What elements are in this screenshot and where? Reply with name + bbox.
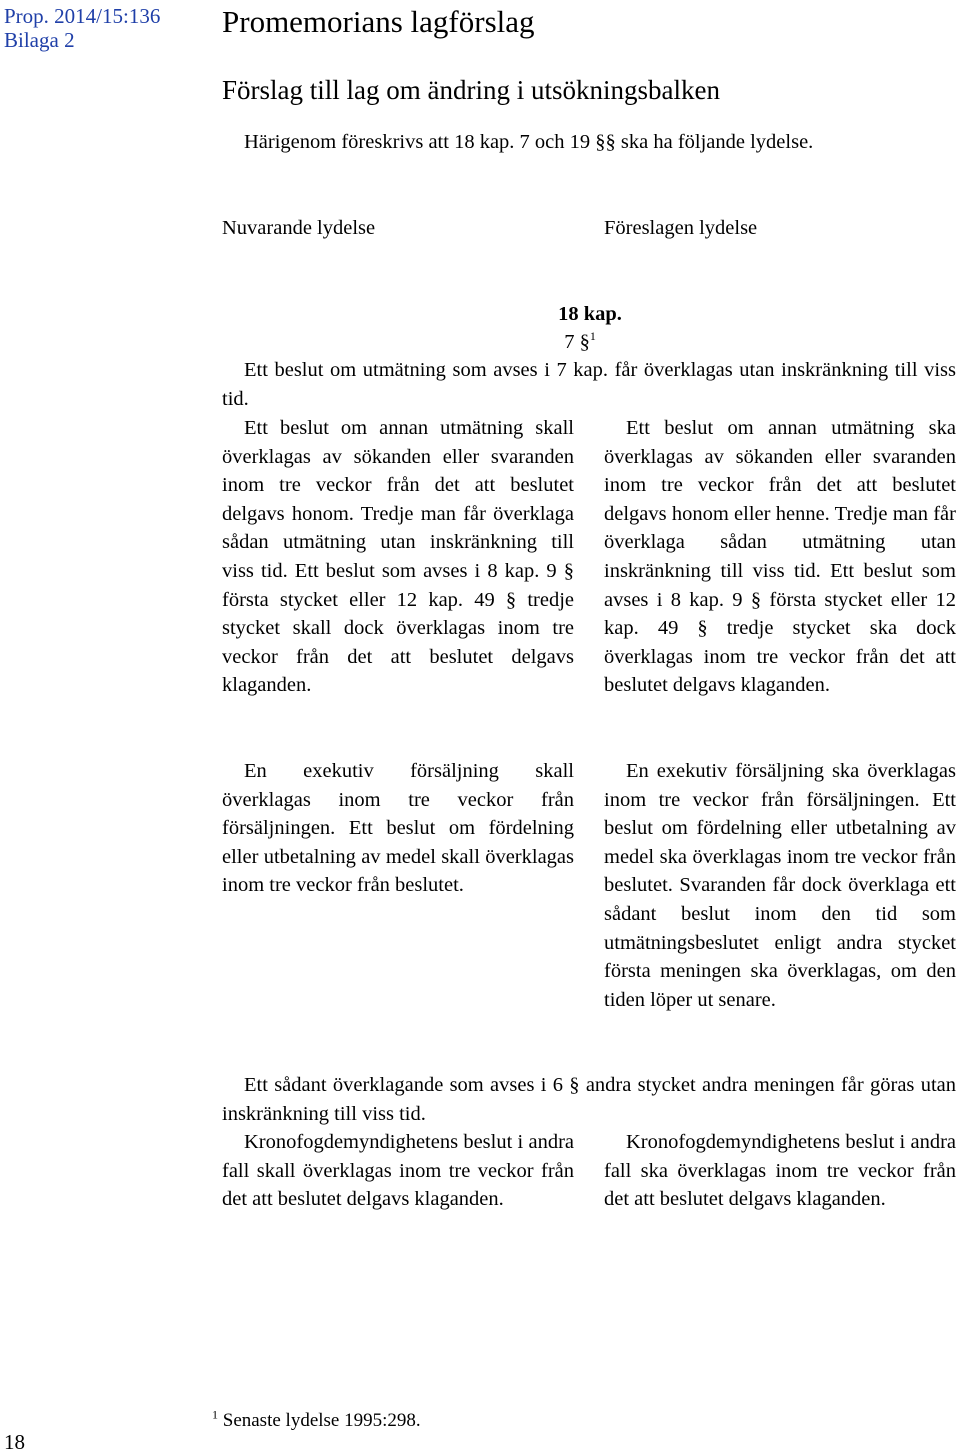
page-number: 18 <box>4 1430 25 1454</box>
footnote-ref: 1 <box>589 329 596 344</box>
left-column-block-1 <box>222 414 574 700</box>
common-middle-paragraph <box>222 1071 956 1128</box>
common-first-paragraph <box>222 356 956 413</box>
common-first-text: Ett beslut om utmätning som avses i 7 kap. får överklagas utan inskränkning till viss tid. <box>222 359 956 410</box>
footnote-number: 1 <box>212 1407 218 1422</box>
margin-tag-bilaga: Bilaga 2 <box>4 28 75 52</box>
left-paragraph-2: En exekutiv försäljning skall överklagas inom tre veckor från försäljningen. Ett beslut om fördelning eller utbetalning av medel skall överklagas inom tre veckor från beslutet. <box>222 760 574 897</box>
right-column-block-2 <box>604 757 956 1014</box>
right-paragraph-2: En exekutiv försäljning ska överklagas inom tre veckor från försäljningen. Ett beslut om fördelning eller utbetalning av medel ska överklagas inom tre veckor från beslutet. Svaranden får dock överklaga ett sådant beslut inom den tid som utmätningsbeslutet enligt andra stycket första meningen ska överklagas, om den tiden löper ut senare. <box>604 760 956 1011</box>
left-column-heading: Nuvarande lydelse <box>222 217 376 239</box>
common-middle-text: Ett sådant överklagande som avses i 6 § andra stycket andra meningen får göras utan inskränkning till viss tid. <box>222 1074 956 1125</box>
right-paragraph-1: Ett beslut om annan utmätning ska överklagas av sökanden eller svaranden inom tre veckor från det att beslutet delgavs honom eller henne. Tredje man får överklaga sådan utmätning utan inskränkning till viss tid. Ett beslut som avses i 8 kap. 9 § första stycket eller 12 kap. 49 § tredje stycket ska dock överklagas inom tre veckor från det att beslutet delgavs klaganden. <box>604 417 956 697</box>
right-column-block-1 <box>604 414 956 700</box>
left-paragraph-1: Ett beslut om annan utmätning skall överklagas av sökanden eller svaranden inom tre veckor från det att beslutet delgavs honom. Tredje man får överklaga sådan utmätning utan inskränkning till viss tid. Ett beslut som avses i 8 kap. 9 § första stycket eller 12 kap. 49 § tredje stycket skall dock överklagas inom tre veckor från det att beslutet delgavs klaganden. <box>222 417 574 697</box>
right-column-block-3 <box>604 1128 956 1214</box>
page-title: Promemorians lagförslag <box>222 4 535 39</box>
right-column-heading: Föreslagen lydelse <box>604 217 758 239</box>
law-subtitle: Förslag till lag om ändring i utsökningsbalken <box>222 75 720 105</box>
paragraph-heading <box>0 328 960 357</box>
footnote-text: Senaste lydelse 1995:298. <box>222 1410 421 1431</box>
left-column-block-3 <box>222 1128 574 1214</box>
paragraph-label: 7 § <box>564 331 590 353</box>
right-paragraph-3: Kronofogdemyndighetens beslut i andra fall ska överklagas inom tre veckor från det att beslutet delgavs klaganden. <box>604 1131 956 1211</box>
left-column-block-2 <box>222 757 574 900</box>
margin-tag-prop: Prop. 2014/15:136 <box>4 4 161 28</box>
footnote <box>212 1407 421 1432</box>
chapter-heading: 18 kap. <box>558 303 622 325</box>
intro-text: Härigenom föreskrivs att 18 kap. 7 och 19 §§ ska ha följande lydelse. <box>244 131 814 153</box>
left-paragraph-3: Kronofogdemyndighetens beslut i andra fall skall överklagas inom tre veckor från det att beslutet delgavs klaganden. <box>222 1131 574 1211</box>
